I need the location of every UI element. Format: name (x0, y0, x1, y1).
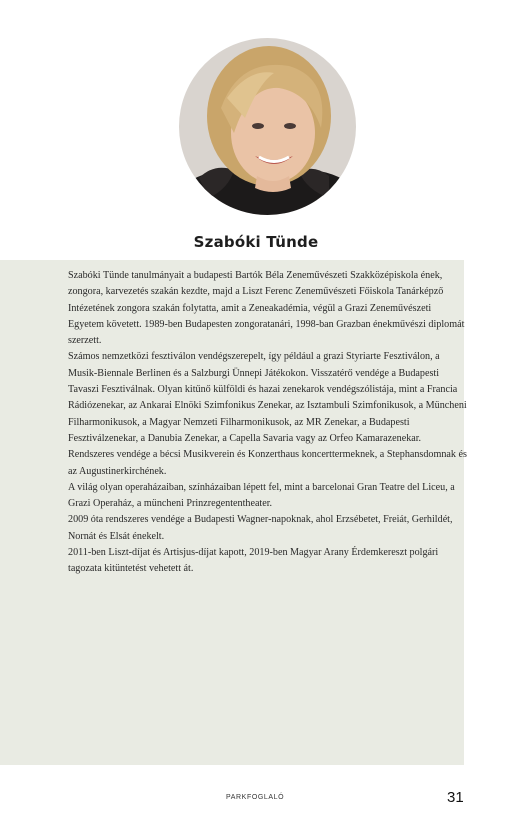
biography-text (68, 268, 468, 578)
bio-paragraph: 2009 óta rendszeres vendége a Budapesti Wagner-napoknak, ahol Erzsébetet, Freiát, Gerhildét, Nornát és Elsát énekelt. (68, 514, 453, 542)
portrait-image (179, 38, 356, 215)
page-number: 31 (447, 789, 464, 806)
bio-paragraph: 2011-ben Liszt-díjat és Artisjus-díjat kapott, 2019-ben Magyar Arany Érdemkereszt polgári tagozata kitüntetést vehetett át. (68, 547, 439, 575)
bio-paragraph: Szabóki Tünde tanulmányait a budapesti Bartók Béla Zeneművészeti Szakközépiskola ének, zongora, karvezetés szakán kezdte, majd a Liszt Ferenc Zeneművészeti Főiskola Tanárképző Intézetének zongora szakán folytatta, amit a Zeneakadémia, végül a Grazi Zeneművészeti Egyetem követett. 1989-ben Budapesten zongoratanári, 1998-ban Grazban énekművészi diplomát szerzett. (68, 270, 465, 347)
portrait-photo (179, 38, 356, 215)
bio-paragraph: Számos nemzetközi fesztiválon vendégszerepelt, így például a grazi Styriarte Fesztiválon, a Musik-Biennale Berlinen és a Salzburgi Ünnepi Játékokon. Visszatérő vendége a Budapesti Tavaszi Fesztiválnak. Olyan kitűnő külföldi és hazai zenekarok vendégszólistája, mint a Francia Rádiózenekar, az Ankarai Elnöki Szimfonikus Zenekar, az Isztambuli Szimfonikusok, a Müncheni Filharmonikusok, a Magyar Nemzeti Filharmonikusok, az MR Zenekar, a Budapesti Fesztiválzenekar, a Danubia Zenekar, a Capella Savaria vagy az Orfeo Kamarazenekar. Rendszeres vendége a bécsi Musikverein és Konzerthaus koncerttermeknek, a Stephansdomnak és az Augustinerkirchének. (68, 351, 467, 477)
person-name: Szabóki Tünde (193, 233, 319, 251)
footer-label: PARKFOGLALÓ (226, 794, 285, 801)
bio-paragraph: A világ olyan operaházaiban, színházaiban lépett fel, mint a barcelonai Gran Teatre del Liceu, a Grazi Operaház, a müncheni Prinzregententheater. (68, 481, 455, 510)
